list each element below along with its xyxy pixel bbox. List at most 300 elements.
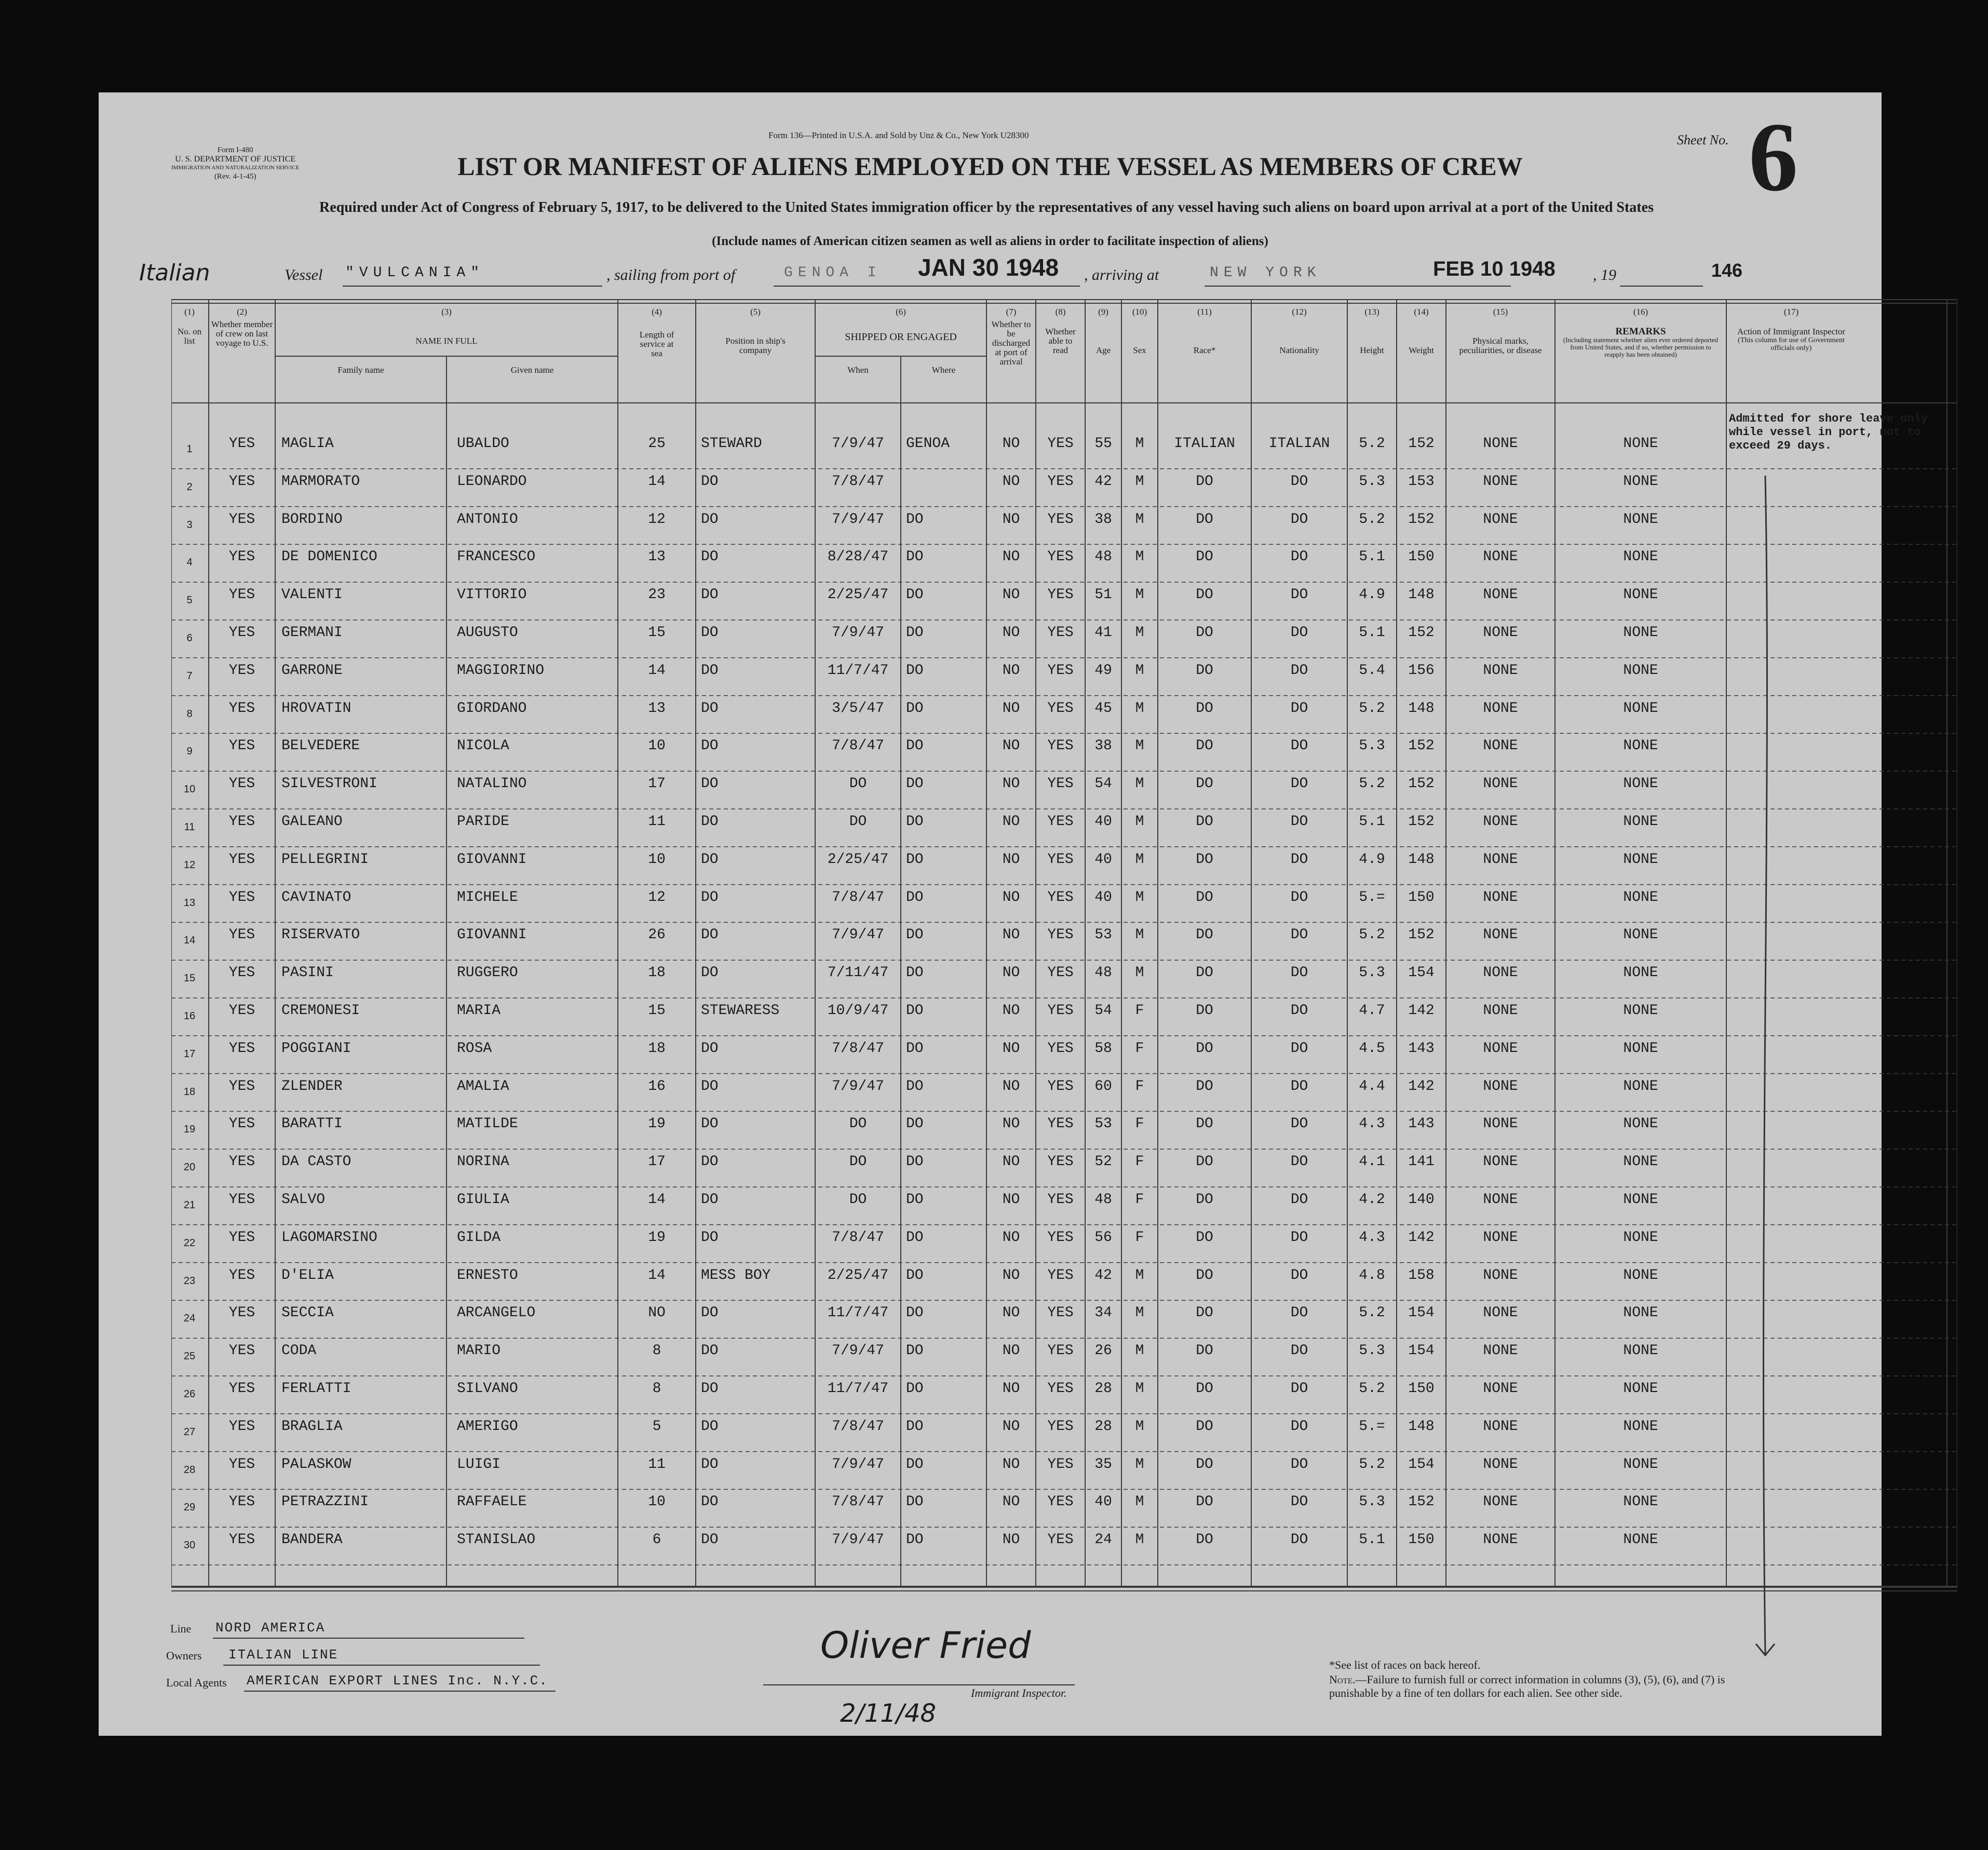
cell-family: BELVEDERE xyxy=(281,738,360,754)
cell-race: DO xyxy=(1196,1040,1213,1057)
cell-crew: YES xyxy=(228,700,255,717)
cell-weight: 152 xyxy=(1408,776,1435,792)
cell-sex: M xyxy=(1135,814,1144,830)
cell-given: NORINA xyxy=(457,1154,509,1170)
cell-given: GIORDANO xyxy=(457,700,527,717)
cell-age: 34 xyxy=(1094,1305,1112,1321)
cell-sex: M xyxy=(1135,1532,1144,1548)
cell-family: PALASKOW xyxy=(281,1456,351,1473)
cell-crew: YES xyxy=(228,1229,255,1246)
cell-family: BORDINO xyxy=(281,511,343,528)
cell-family: PELLEGRINI xyxy=(281,851,369,868)
cell-service: 17 xyxy=(648,1154,666,1170)
cell-race: ITALIAN xyxy=(1174,436,1235,452)
cell-read: YES xyxy=(1047,889,1074,906)
header-family-name: Family name xyxy=(337,365,384,375)
cell-where: DO xyxy=(906,1305,924,1321)
cell-discharge: NO xyxy=(1002,625,1020,641)
cell-given: RUGGERO xyxy=(457,965,518,981)
cell-age: 51 xyxy=(1094,587,1112,603)
cell-sex: M xyxy=(1135,436,1144,452)
owners-underline xyxy=(223,1665,540,1666)
cell-discharge: NO xyxy=(1002,1343,1020,1359)
cell-read: YES xyxy=(1047,1003,1074,1019)
cell-n: 18 xyxy=(183,1086,196,1098)
cell-discharge: NO xyxy=(1002,1078,1020,1095)
header-name-in-full: (3) NAME IN FULL xyxy=(415,307,478,346)
cell-position: DO xyxy=(701,1229,719,1246)
sailing-date-stamp: JAN 30 1948 xyxy=(918,254,1059,281)
cell-n: 3 xyxy=(186,519,193,531)
cell-nationality: DO xyxy=(1290,511,1308,528)
cell-height: 5.2 xyxy=(1359,1381,1385,1397)
cell-where: DO xyxy=(906,1381,924,1397)
cell-height: 5.2 xyxy=(1359,511,1385,528)
cell-read: YES xyxy=(1047,738,1074,754)
cell-sex: M xyxy=(1135,1343,1144,1359)
cell-marks: NONE xyxy=(1483,814,1518,830)
cell-when: 7/8/47 xyxy=(832,473,884,490)
cell-crew: YES xyxy=(228,1154,255,1170)
cell-remarks: NONE xyxy=(1623,738,1658,754)
cell-when: 2/25/47 xyxy=(827,587,889,603)
cell-where: DO xyxy=(906,587,924,603)
cell-service: 10 xyxy=(648,1494,666,1510)
cell-n: 21 xyxy=(183,1199,196,1211)
cell-weight: 141 xyxy=(1408,1154,1435,1170)
cell-position: DO xyxy=(701,1381,719,1397)
cell-given: MAGGIORINO xyxy=(457,662,545,679)
cell-weight: 142 xyxy=(1408,1229,1435,1246)
cell-sex: M xyxy=(1135,889,1144,906)
cell-weight: 158 xyxy=(1408,1267,1435,1284)
cell-n: 19 xyxy=(183,1124,196,1136)
cell-crew: YES xyxy=(228,1343,255,1359)
cell-n: 11 xyxy=(184,821,195,833)
cell-given: ROSA xyxy=(457,1040,492,1057)
vessel-underline xyxy=(343,286,602,287)
crew-table xyxy=(171,299,1957,1611)
cell-family: MARMORATO xyxy=(281,473,360,490)
cell-remarks: NONE xyxy=(1623,587,1658,603)
cell-when: DO xyxy=(849,1154,867,1170)
cell-height: 5.2 xyxy=(1359,436,1385,452)
cell-when: 11/7/47 xyxy=(827,1305,889,1321)
header-when: When xyxy=(847,365,869,375)
header-no-on-list: (1) No. on list xyxy=(177,307,202,346)
cell-remarks: NONE xyxy=(1623,436,1658,452)
cell-race: DO xyxy=(1196,625,1213,641)
cell-remarks: NONE xyxy=(1623,1381,1658,1397)
cell-given: GILDA xyxy=(457,1229,501,1246)
cell-nationality: DO xyxy=(1290,1494,1308,1510)
cell-race: DO xyxy=(1196,511,1213,528)
cell-crew: YES xyxy=(228,776,255,792)
cell-sex: M xyxy=(1135,511,1144,528)
cell-height: 5.4 xyxy=(1359,662,1385,679)
cell-sex: F xyxy=(1135,1192,1144,1208)
cell-when: 2/25/47 xyxy=(827,851,889,868)
cell-nationality: DO xyxy=(1290,1192,1308,1208)
cell-marks: NONE xyxy=(1483,1040,1518,1057)
cell-race: DO xyxy=(1196,1532,1213,1548)
cell-when: 7/9/47 xyxy=(832,1343,884,1359)
cell-where: DO xyxy=(906,662,924,679)
cell-height: 4.7 xyxy=(1359,1003,1385,1019)
cell-where: GENOA xyxy=(906,436,950,452)
cell-position: DO xyxy=(701,1040,719,1057)
cell-weight: 150 xyxy=(1408,549,1435,565)
cell-weight: 150 xyxy=(1408,1532,1435,1548)
cell-crew: YES xyxy=(228,1494,255,1510)
cell-nationality: DO xyxy=(1290,1456,1308,1473)
table-grid-lines xyxy=(171,299,1957,1611)
cell-remarks: NONE xyxy=(1623,625,1658,641)
cell-nationality: DO xyxy=(1290,549,1308,565)
cell-height: 5.1 xyxy=(1359,1532,1385,1548)
cell-discharge: NO xyxy=(1002,738,1020,754)
cell-sex: M xyxy=(1135,1305,1144,1321)
statutory-requirement: Required under Act of Congress of February 5, 1917, to be delivered to the United States immigration officer by the representatives of any vessel having such aliens on board upon arrival at a port of the United States xyxy=(319,199,1654,215)
cell-remarks: NONE xyxy=(1623,965,1658,981)
cell-discharge: NO xyxy=(1002,511,1020,528)
cell-marks: NONE xyxy=(1483,889,1518,906)
cell-service: 10 xyxy=(648,851,666,868)
cell-age: 49 xyxy=(1094,662,1112,679)
cell-marks: NONE xyxy=(1483,1305,1518,1321)
cell-given: ANTONIO xyxy=(457,511,518,528)
cell-crew: YES xyxy=(228,738,255,754)
cell-height: 5.3 xyxy=(1359,1343,1385,1359)
cell-discharge: NO xyxy=(1002,587,1020,603)
cell-family: POGGIANI xyxy=(281,1040,351,1057)
cell-n: 15 xyxy=(183,973,196,984)
cell-race: DO xyxy=(1196,1267,1213,1284)
cell-nationality: DO xyxy=(1290,965,1308,981)
cell-family: PETRAZZINI xyxy=(281,1494,369,1510)
header-remarks: (16) REMARKS (Including statement whether alien ever ordered deported from United States, and if so, whether permission to reapply has been obtained) xyxy=(1563,307,1719,358)
cell-age: 28 xyxy=(1094,1418,1112,1435)
cell-when: 7/9/47 xyxy=(832,927,884,943)
cell-given: UBALDO xyxy=(457,436,509,452)
cell-service: 15 xyxy=(648,1003,666,1019)
cell-sex: F xyxy=(1135,1040,1144,1057)
cell-family: VALENTI xyxy=(281,587,343,603)
cell-nationality: DO xyxy=(1290,927,1308,943)
cell-position: DO xyxy=(701,1343,719,1359)
cell-height: 5.= xyxy=(1359,1418,1385,1435)
cell-given: MARIO xyxy=(457,1343,501,1359)
cell-age: 28 xyxy=(1094,1381,1112,1397)
owners-label: Owners xyxy=(166,1649,202,1662)
cell-where: DO xyxy=(906,1192,924,1208)
cell-given: GIOVANNI xyxy=(457,927,527,943)
cell-where: DO xyxy=(906,700,924,717)
cell-remarks: NONE xyxy=(1623,662,1658,679)
cell-given: SILVANO xyxy=(457,1381,518,1397)
cell-when: 3/5/47 xyxy=(832,700,884,717)
cell-read: YES xyxy=(1047,927,1074,943)
cell-nationality: DO xyxy=(1290,776,1308,792)
cell-discharge: NO xyxy=(1002,549,1020,565)
cell-service: 14 xyxy=(648,1192,666,1208)
cell-weight: 148 xyxy=(1408,700,1435,717)
cell-race: DO xyxy=(1196,1456,1213,1473)
local-agents-value: AMERICAN EXPORT LINES Inc. N.Y.C. xyxy=(247,1673,548,1689)
cell-sex: M xyxy=(1135,662,1144,679)
cell-sex: M xyxy=(1135,851,1144,868)
cell-crew: YES xyxy=(228,549,255,565)
cell-weight: 152 xyxy=(1408,738,1435,754)
cell-read: YES xyxy=(1047,776,1074,792)
cell-given: NATALINO xyxy=(457,776,527,792)
cell-given: AMALIA xyxy=(457,1078,509,1095)
cell-when: DO xyxy=(849,1116,867,1132)
cell-discharge: NO xyxy=(1002,1192,1020,1208)
cell-sex: M xyxy=(1135,776,1144,792)
vessel-label: Vessel xyxy=(285,266,323,283)
cell-crew: YES xyxy=(228,1532,255,1548)
cell-given: AMERIGO xyxy=(457,1418,518,1435)
cell-read: YES xyxy=(1047,587,1074,603)
cell-race: DO xyxy=(1196,851,1213,868)
cell-age: 48 xyxy=(1094,1192,1112,1208)
cell-given: STANISLAO xyxy=(457,1532,536,1548)
cell-nationality: DO xyxy=(1290,814,1308,830)
cell-race: DO xyxy=(1196,814,1213,830)
cell-marks: NONE xyxy=(1483,851,1518,868)
cell-when: DO xyxy=(849,1192,867,1208)
cell-service: 11 xyxy=(648,814,666,830)
cell-where: DO xyxy=(906,1154,924,1170)
cell-weight: 150 xyxy=(1408,889,1435,906)
cell-family: DE DOMENICO xyxy=(281,549,377,565)
cell-position: DO xyxy=(701,1456,719,1473)
cell-given: ERNESTO xyxy=(457,1267,518,1284)
cell-when: 7/9/47 xyxy=(832,1532,884,1548)
cell-weight: 152 xyxy=(1408,814,1435,830)
cell-height: 5.3 xyxy=(1359,738,1385,754)
cell-age: 40 xyxy=(1094,851,1112,868)
cell-family: CAVINATO xyxy=(281,889,351,906)
cell-n: 6 xyxy=(186,632,193,644)
cell-read: YES xyxy=(1047,851,1074,868)
cell-remarks: NONE xyxy=(1623,1456,1658,1473)
cell-crew: YES xyxy=(228,511,255,528)
cell-nationality: DO xyxy=(1290,1116,1308,1132)
cell-height: 5.2 xyxy=(1359,700,1385,717)
cell-where: DO xyxy=(906,738,924,754)
cell-n: 13 xyxy=(183,897,196,909)
cell-crew: YES xyxy=(228,1381,255,1397)
cell-position: DO xyxy=(701,1154,719,1170)
cell-family: BRAGLIA xyxy=(281,1418,343,1435)
cell-nationality: DO xyxy=(1290,1418,1308,1435)
cell-read: YES xyxy=(1047,1494,1074,1510)
cell-given: GIULIA xyxy=(457,1192,509,1208)
cell-given: PARIDE xyxy=(457,814,509,830)
cell-family: BARATTI xyxy=(281,1116,343,1132)
line-value: NORD AMERICA xyxy=(215,1620,326,1636)
cell-position: DO xyxy=(701,965,719,981)
cell-where: DO xyxy=(906,814,924,830)
cell-race: DO xyxy=(1196,1381,1213,1397)
cell-age: 38 xyxy=(1094,738,1112,754)
cell-marks: NONE xyxy=(1483,1192,1518,1208)
cell-marks: NONE xyxy=(1483,511,1518,528)
cell-marks: NONE xyxy=(1483,587,1518,603)
cell-race: DO xyxy=(1196,700,1213,717)
cell-where: DO xyxy=(906,511,924,528)
cell-sex: M xyxy=(1135,625,1144,641)
cell-read: YES xyxy=(1047,625,1074,641)
cell-family: SECCIA xyxy=(281,1305,334,1321)
cell-nationality: DO xyxy=(1290,587,1308,603)
local-agents-label: Local Agents xyxy=(166,1676,227,1689)
header-height: (13) Height xyxy=(1360,307,1384,355)
cell-nationality: ITALIAN xyxy=(1268,436,1330,452)
cell-remarks: NONE xyxy=(1623,1418,1658,1435)
cell-position: DO xyxy=(701,814,719,830)
cell-family: CODA xyxy=(281,1343,317,1359)
cell-height: 5.1 xyxy=(1359,549,1385,565)
cell-marks: NONE xyxy=(1483,776,1518,792)
cell-sex: M xyxy=(1135,965,1144,981)
cell-sex: F xyxy=(1135,1003,1144,1019)
cell-age: 52 xyxy=(1094,1154,1112,1170)
cell-crew: YES xyxy=(228,473,255,490)
cell-service: 14 xyxy=(648,662,666,679)
sheet-number-label: Sheet No. xyxy=(1677,132,1729,147)
cell-when: 7/8/47 xyxy=(832,1040,884,1057)
cell-weight: 154 xyxy=(1408,965,1435,981)
cell-height: 5.2 xyxy=(1359,1305,1385,1321)
cell-service: 14 xyxy=(648,473,666,490)
cell-service: 25 xyxy=(648,436,666,452)
cell-race: DO xyxy=(1196,776,1213,792)
cell-read: YES xyxy=(1047,965,1074,981)
cell-weight: 148 xyxy=(1408,1418,1435,1435)
printer-line: Form 136—Printed in U.S.A. and Sold by Unz & Co., New York U28300 xyxy=(768,130,1029,140)
cell-remarks: NONE xyxy=(1623,1343,1658,1359)
cell-n: 28 xyxy=(183,1464,196,1476)
cell-service: 5 xyxy=(652,1418,661,1435)
inspector-remark: Admitted for shore leave only while vessel in port, not to exceed 29 days. xyxy=(1729,412,1928,452)
cell-height: 4.3 xyxy=(1359,1229,1385,1246)
cell-discharge: NO xyxy=(1002,1154,1020,1170)
cell-service: 13 xyxy=(648,700,666,717)
cell-service: 11 xyxy=(648,1456,666,1473)
cell-remarks: NONE xyxy=(1623,1116,1658,1132)
cell-discharge: NO xyxy=(1002,436,1020,452)
cell-race: DO xyxy=(1196,1078,1213,1095)
cell-given: RAFFAELE xyxy=(457,1494,527,1510)
cell-nationality: DO xyxy=(1290,1078,1308,1095)
cell-when: 7/9/47 xyxy=(832,436,884,452)
cell-height: 5.2 xyxy=(1359,776,1385,792)
cell-discharge: NO xyxy=(1002,965,1020,981)
cell-marks: NONE xyxy=(1483,1116,1518,1132)
cell-given: NICOLA xyxy=(457,738,509,754)
cell-sex: M xyxy=(1135,587,1144,603)
inspector-label: Immigrant Inspector. xyxy=(971,1686,1067,1699)
cell-age: 53 xyxy=(1094,927,1112,943)
cell-age: 26 xyxy=(1094,1343,1112,1359)
cell-race: DO xyxy=(1196,1116,1213,1132)
cell-crew: YES xyxy=(228,1040,255,1057)
cell-read: YES xyxy=(1047,1456,1074,1473)
cell-service: 12 xyxy=(648,889,666,906)
header-given-name: Given name xyxy=(510,365,554,375)
document-title: LIST OR MANIFEST OF ALIENS EMPLOYED ON THE VESSEL AS MEMBERS OF CREW xyxy=(457,152,1523,181)
cell-service: 17 xyxy=(648,776,666,792)
cell-age: 54 xyxy=(1094,1003,1112,1019)
cell-service: 16 xyxy=(648,1078,666,1095)
cell-marks: NONE xyxy=(1483,1381,1518,1397)
cell-n: 20 xyxy=(183,1162,196,1173)
cell-read: YES xyxy=(1047,473,1074,490)
cell-read: YES xyxy=(1047,511,1074,528)
cell-n: 24 xyxy=(183,1313,196,1325)
cell-position: DO xyxy=(701,625,719,641)
cell-n: 10 xyxy=(183,784,196,795)
cell-given: AUGUSTO xyxy=(457,625,518,641)
cell-position: DO xyxy=(701,1078,719,1095)
cell-discharge: NO xyxy=(1002,814,1020,830)
cell-race: DO xyxy=(1196,1154,1213,1170)
cell-remarks: NONE xyxy=(1623,1078,1658,1095)
cell-when: 11/7/47 xyxy=(827,662,889,679)
cell-family: BANDERA xyxy=(281,1532,343,1548)
cell-crew: YES xyxy=(228,1418,255,1435)
cell-read: YES xyxy=(1047,1343,1074,1359)
cell-position: DO xyxy=(701,1418,719,1435)
cell-marks: NONE xyxy=(1483,1229,1518,1246)
cell-discharge: NO xyxy=(1002,1494,1020,1510)
sailing-underline xyxy=(774,286,1080,287)
cell-discharge: NO xyxy=(1002,1116,1020,1132)
cell-weight: 154 xyxy=(1408,1305,1435,1321)
cell-discharge: NO xyxy=(1002,1229,1020,1246)
cell-nationality: DO xyxy=(1290,1381,1308,1397)
cell-crew: YES xyxy=(228,625,255,641)
cell-marks: NONE xyxy=(1483,965,1518,981)
cell-crew: YES xyxy=(228,814,255,830)
cell-age: 40 xyxy=(1094,1494,1112,1510)
cell-read: YES xyxy=(1047,814,1074,830)
cell-weight: 143 xyxy=(1408,1040,1435,1057)
cell-weight: 152 xyxy=(1408,927,1435,943)
cell-read: YES xyxy=(1047,662,1074,679)
cell-discharge: NO xyxy=(1002,927,1020,943)
cell-sex: M xyxy=(1135,549,1144,565)
cell-remarks: NONE xyxy=(1623,776,1658,792)
cell-sex: M xyxy=(1135,1267,1144,1284)
cell-height: 4.9 xyxy=(1359,851,1385,868)
cell-remarks: NONE xyxy=(1623,1494,1658,1510)
cell-nationality: DO xyxy=(1290,738,1308,754)
cell-given: VITTORIO xyxy=(457,587,527,603)
cell-service: 26 xyxy=(648,927,666,943)
cell-discharge: NO xyxy=(1002,1418,1020,1435)
cell-nationality: DO xyxy=(1290,1267,1308,1284)
cell-discharge: NO xyxy=(1002,851,1020,868)
cell-where: DO xyxy=(906,1456,924,1473)
cell-where: DO xyxy=(906,1494,924,1510)
cell-marks: NONE xyxy=(1483,1494,1518,1510)
cell-position: DO xyxy=(701,1305,719,1321)
cell-service: NO xyxy=(648,1305,666,1321)
